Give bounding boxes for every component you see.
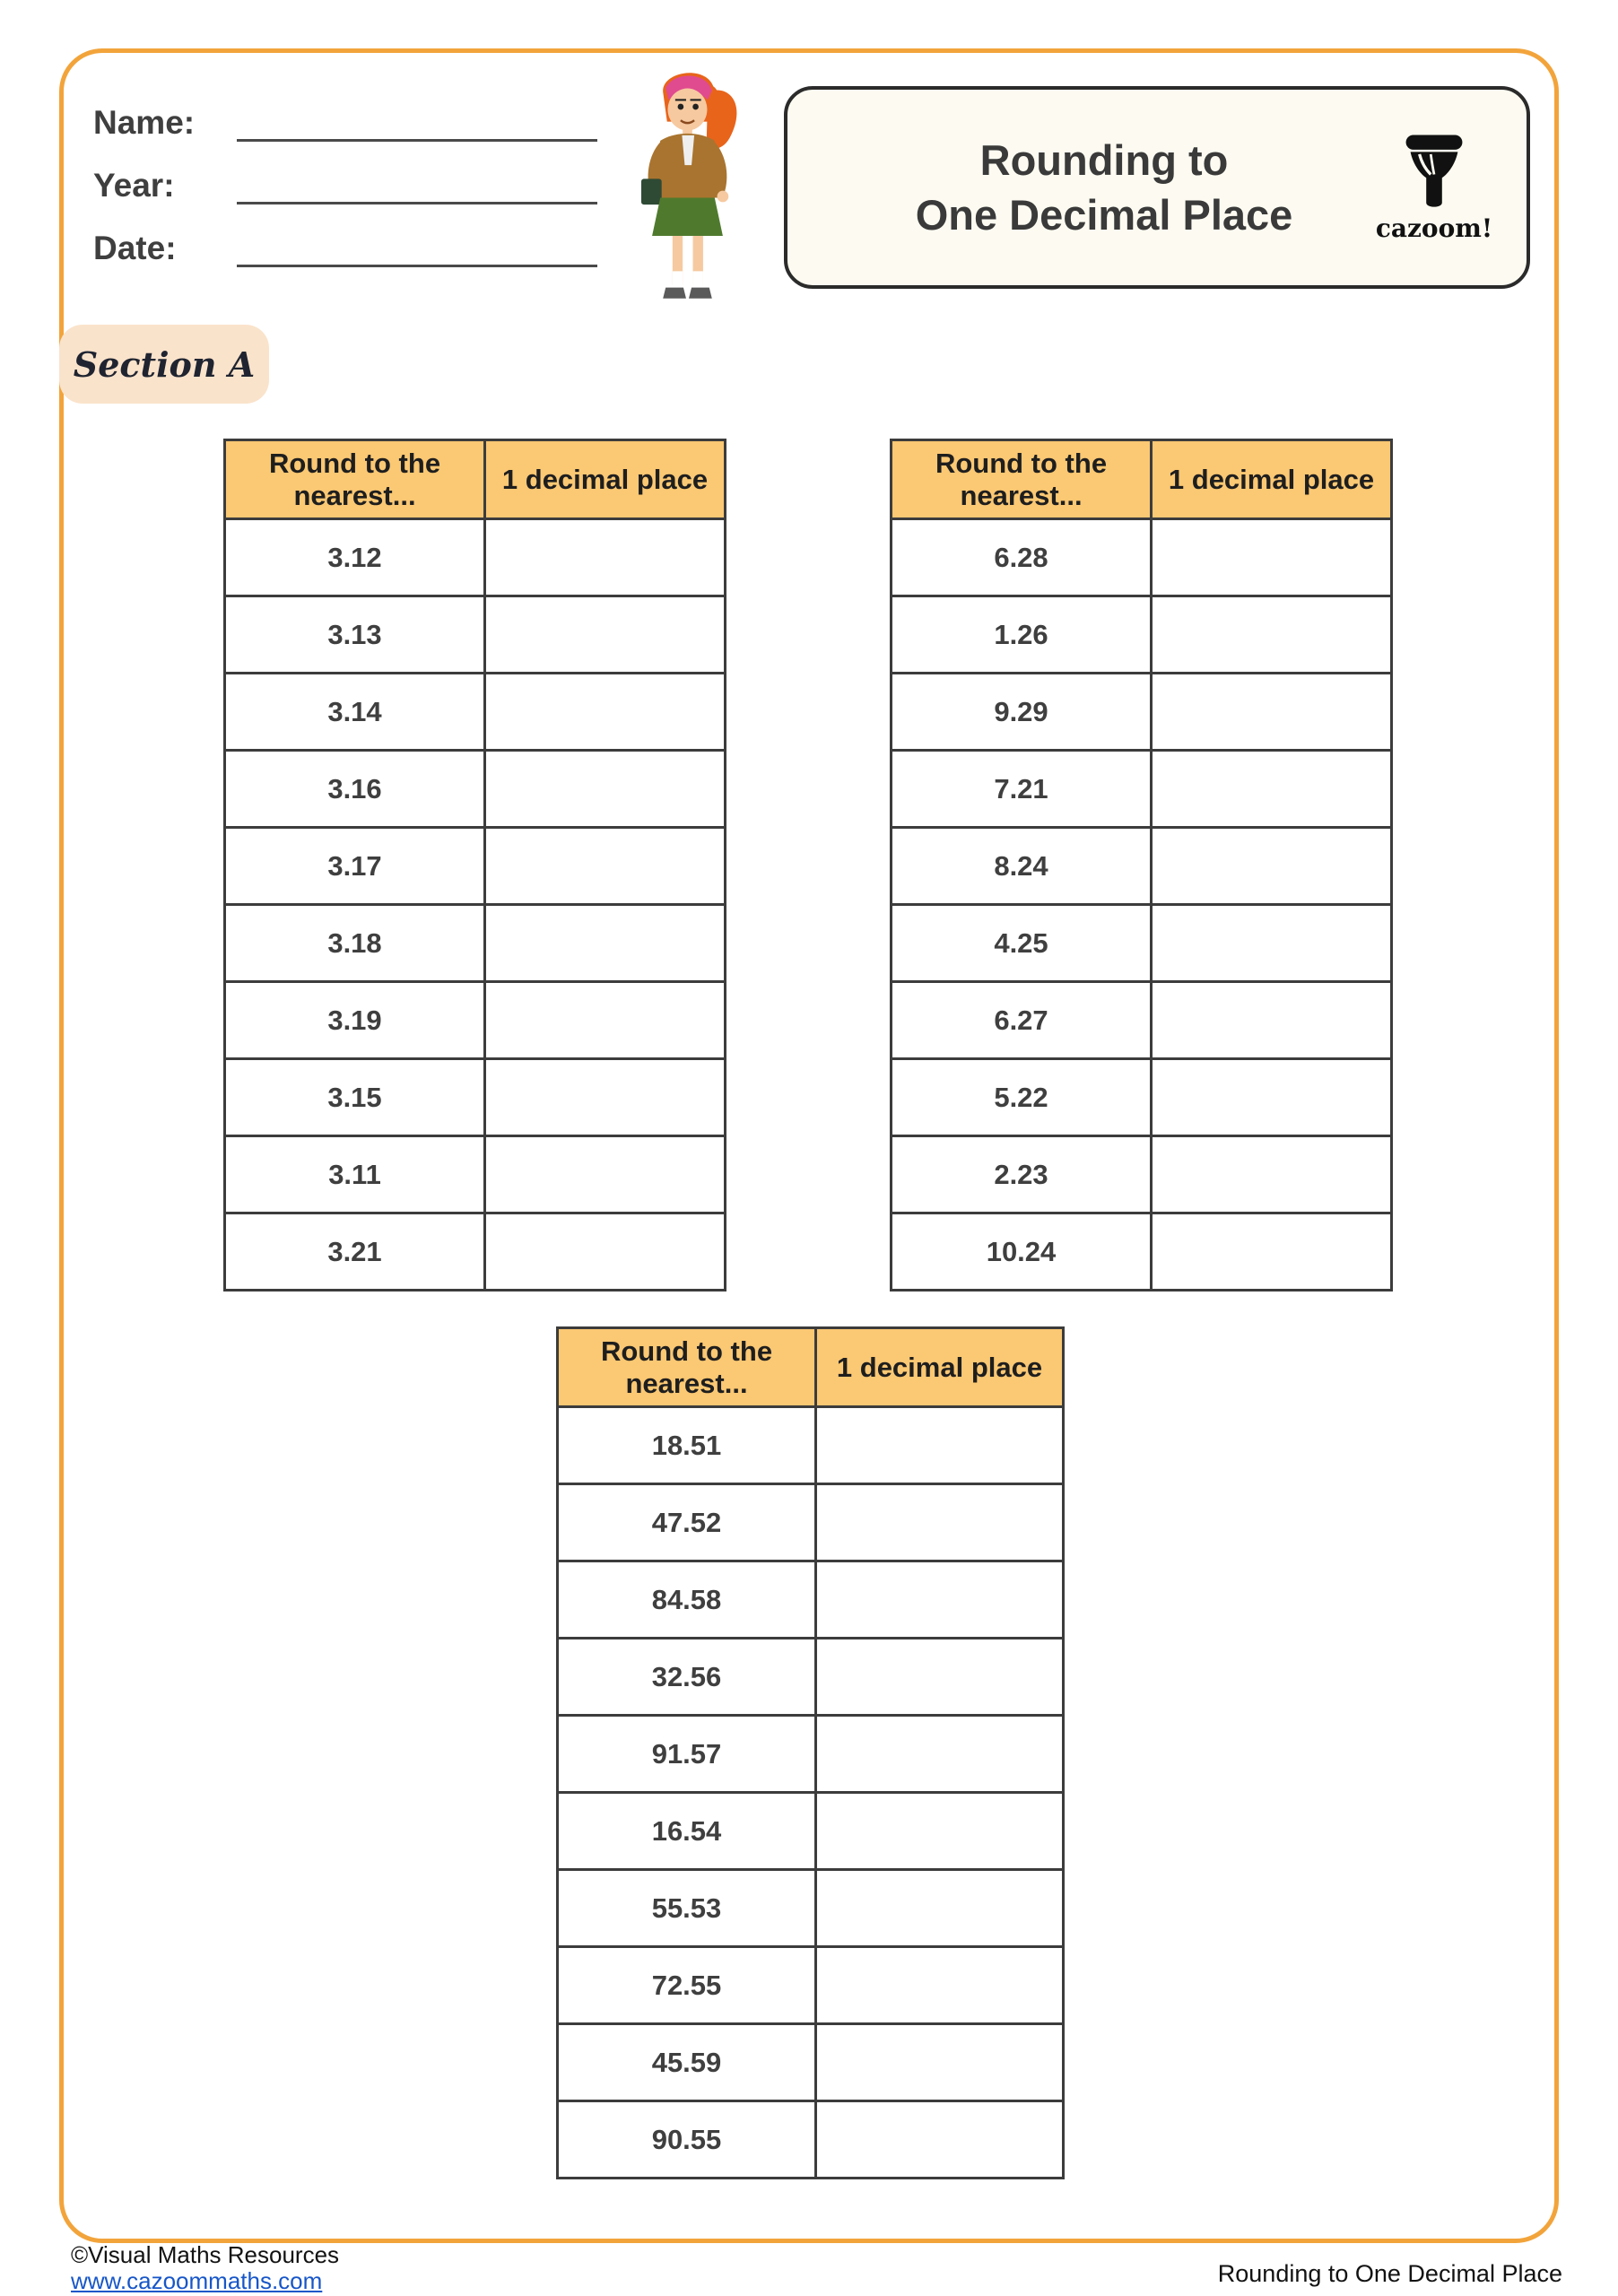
table-row [558,1716,1064,1793]
cazoom-logo [1367,133,1501,243]
table-row [892,519,1392,596]
number-cell: 2.23 [892,1136,1152,1213]
number-cell: 3.11 [225,1136,485,1213]
table-row [558,1793,1064,1870]
table-row [225,519,726,596]
number-cell: 18.51 [558,1407,816,1484]
number-cell: 8.24 [892,828,1152,905]
answer-cell [485,982,726,1059]
table-header-row [892,440,1392,519]
footer-left [71,2242,339,2294]
number-cell: 4.25 [892,905,1152,982]
number-cell: 9.29 [892,674,1152,751]
table-row [892,828,1392,905]
worksheet-title [841,133,1367,242]
number-cell: 3.13 [225,596,485,674]
number-cell: 16.54 [558,1793,816,1870]
number-cell: 3.16 [225,751,485,828]
answer-cell [816,2101,1064,2179]
answer-cell [485,1213,726,1291]
answer-cell [816,1639,1064,1716]
student-info-fields [93,100,597,289]
table-row [558,1639,1064,1716]
table-header-row [558,1328,1064,1407]
number-cell: 3.14 [225,674,485,751]
cazoom-logo-text: cazoom! [1375,213,1493,243]
table-row [892,1136,1392,1213]
year-input-line [237,169,597,204]
answer-cell [485,519,726,596]
name-field-row [93,100,597,142]
student-character-illustration [617,65,761,323]
number-cell: 91.57 [558,1716,816,1793]
number-cell: 55.53 [558,1870,816,1947]
answer-cell [816,1484,1064,1561]
table-row [558,1947,1064,2024]
table-row [558,1407,1064,1484]
number-cell: 32.56 [558,1639,816,1716]
answer-cell [816,1947,1064,2024]
section-a-badge [59,325,269,404]
table-row [558,1870,1064,1947]
table-row [892,1213,1392,1291]
table-row [225,596,726,674]
answer-cell [1152,905,1392,982]
table-row [892,596,1392,674]
table-row [558,2101,1064,2179]
table-row [558,1484,1064,1561]
student-girl-icon [617,65,761,323]
table-row [892,751,1392,828]
table-row [225,1059,726,1136]
column-header-answer: 1 decimal place [1152,440,1392,519]
answer-cell [1152,1136,1392,1213]
number-cell: 3.19 [225,982,485,1059]
answer-cell [1152,519,1392,596]
number-cell: 3.15 [225,1059,485,1136]
answer-cell [485,1059,726,1136]
table-row [225,674,726,751]
table-row [892,905,1392,982]
number-cell: 10.24 [892,1213,1152,1291]
answer-cell [485,828,726,905]
answer-cell [1152,1059,1392,1136]
number-cell: 5.22 [892,1059,1152,1136]
number-cell: 72.55 [558,1947,816,2024]
table-row [892,1059,1392,1136]
answer-cell [485,1136,726,1213]
answer-cell [485,905,726,982]
number-cell: 3.12 [225,519,485,596]
number-cell: 90.55 [558,2101,816,2179]
answer-cell [816,1870,1064,1947]
section-a-label: Section A [73,344,256,385]
table-row [225,982,726,1059]
number-cell: 3.17 [225,828,485,905]
answer-cell [816,1716,1064,1793]
number-cell: 45.59 [558,2024,816,2101]
number-cell: 6.28 [892,519,1152,596]
table-row [558,1561,1064,1639]
answer-cell [816,1793,1064,1870]
answer-cell [1152,596,1392,674]
answer-cell [1152,982,1392,1059]
rounding-table-2 [890,439,1393,1292]
answer-cell [1152,751,1392,828]
answer-cell [485,751,726,828]
answer-cell [1152,1213,1392,1291]
column-header-round: Round to the nearest... [892,440,1152,519]
footer-worksheet-title: Rounding to One Decimal Place [1217,2260,1562,2287]
answer-cell [485,596,726,674]
table-row [225,751,726,828]
number-cell: 3.21 [225,1213,485,1291]
rounding-table-1 [223,439,726,1292]
table-row [892,982,1392,1059]
table-row [225,1213,726,1291]
table-row [558,2024,1064,2101]
number-cell: 1.26 [892,596,1152,674]
column-header-round: Round to the nearest... [225,440,485,519]
name-input-line [237,106,597,142]
cazoommaths-link[interactable]: www.cazoommaths.com [71,2267,323,2295]
answer-cell [1152,674,1392,751]
worksheet-title-box [784,86,1530,289]
number-cell: 7.21 [892,751,1152,828]
table-row [225,905,726,982]
table-header-row [225,440,726,519]
answer-cell [816,1407,1064,1484]
number-cell: 3.18 [225,905,485,982]
year-field-row [93,163,597,204]
answer-cell [1152,828,1392,905]
copyright-text: ©Visual Maths Resources [71,2241,340,2268]
answer-cell [816,1561,1064,1639]
answer-cell [816,2024,1064,2101]
table-row [892,674,1392,751]
year-label: Year: [93,167,175,204]
worksheet-title-line1: Rounding to [979,135,1229,184]
column-header-answer: 1 decimal place [485,440,726,519]
cazoom-drum-icon [1399,133,1469,212]
table-row [225,828,726,905]
number-cell: 84.58 [558,1561,816,1639]
rounding-table-3 [556,1326,1065,2179]
answer-cell [485,674,726,751]
table-row [225,1136,726,1213]
number-cell: 47.52 [558,1484,816,1561]
date-field-row [93,226,597,267]
column-header-answer: 1 decimal place [816,1328,1064,1407]
date-input-line [237,231,597,267]
name-label: Name: [93,104,196,141]
column-header-round: Round to the nearest... [558,1328,816,1407]
number-cell: 6.27 [892,982,1152,1059]
date-label: Date: [93,230,177,266]
worksheet-title-line2: One Decimal Place [915,191,1293,239]
